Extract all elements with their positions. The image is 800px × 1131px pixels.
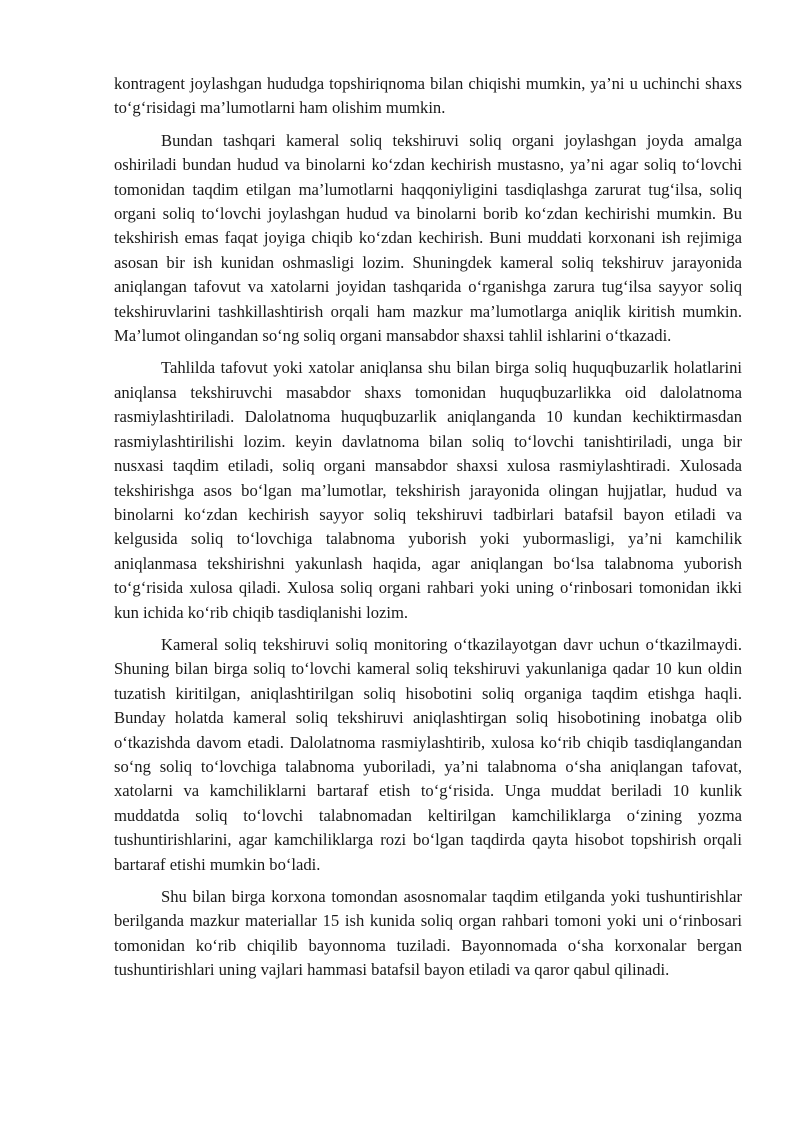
document-page (114, 72, 742, 991)
paragraph: Shu bilan birga korxona tomondan asosnomalar taqdim etilganda yoki tushuntirishlar berilganda mazkur materiallar 15 ish kunida soliq organ rahbari tomoni yoki uni o‘rinbosari tomonidan ko‘rib chiqilib bayonnoma tuziladi. Bayonnomada o‘sha korxonalar bergan tushuntirishlari uning vajlari hammasi batafsil bayon etiladi va qaror qabul qilinadi. (114, 887, 742, 980)
paragraph-continued: kontragent joylashgan hududga topshiriqnoma bilan chiqishi mumkin, ya’ni u uchinchi shaxs to‘g‘risidagi ma’lumotlarni ham olishim mumkin. (114, 74, 742, 118)
paragraph: Kameral soliq tekshiruvi soliq monitoring o‘tkazilayotgan davr uchun o‘tkazilmaydi. Shuning bilan birga soliq to‘lovchi kameral soliq tekshiruvi yakunlaniga qadar 10 kun oldin tuzatish kiritilgan, aniqlashtirilgan soliq hisobotini soliq organiga taqdim etishga haqli. Bunday holatda kameral soliq tekshiruvi aniqlashtirgan soliq hisobotining inobatga olib o‘tkazishda davom etadi. Dalolatnoma rasmiylashtirib, xulosa ko‘rib chiqib tasdiqlangandan so‘ng soliq to‘lovchiga talabnoma yuboriladi, ya’ni talabnoma o‘sha aniqlangan tafovat, xatolarni va kamchiliklarni bartaraf etish to‘g‘risida. Unga muddat beriladi 10 kunlik muddatda soliq to‘lovchi talabnomadan keltirilgan kamchiliklarga o‘zining yozma tushuntirishlarini, agar kamchiliklarga rozi bo‘lgan taqdirda qayta hisobot topshirish orqali bartaraf etishi mumkin bo‘ladi. (114, 634, 742, 874)
paragraph: Bundan tashqari kameral soliq tekshiruvi soliq organi joylashgan joyda amalga oshiriladi bundan hudud va binolarni ko‘zdan kechirish mustasno, ya’ni agar soliq to‘lovchi tomonidan taqdim etilgan ma’lumotlarni haqqoniyligini tasdiqlashga zarurat tug‘ilsa, soliq organi soliq to‘lovchi joylashgan hudud va binolarni borib ko‘zdan kechirishi mumkin. Bu tekshirish emas faqat joyiga chiqib ko‘zdan kechirish. Buni muddati korxonani ish rejimiga asosan bir ish kunidan oshmasligi lozim. Shuningdek kameral soliq tekshiruv jarayonida aniqlangan tafovut va xatolarni joyidan tashqarida o‘rganishga zarura tug‘ilsa sayyor soliq tekshiruvlarini tashkillashtirish orqali ham mazkur ma’lumotlarga aniqlik kiritish mumkin. Ma’lumot olingandan so‘ng soliq organi mansabdor shaxsi tahlil ishlarini o‘tkazadi. (114, 130, 742, 346)
paragraph: Tahlilda tafovut yoki xatolar aniqlansa shu bilan birga soliq huquqbuzarlik holatlarini aniqlansa tekshiruvchi masabdor shaxs tomonidan huquqbuzarlikka oid dalolatnoma rasmiylashtiriladi. Dalolatnoma huquqbuzarlik aniqlanganda 10 kundan kechiktirmasdan rasmiylashtirilishi lozim. keyin davlatnoma bilan soliq to‘lovchi tanishtiriladi, unga bir nusxasi taqdim etiladi, soliq organi mansabdor shaxsi xulosa rasmiylashtiradi. Xulosada tekshirishga asos bo‘lgan ma’lumotlar, tekshirish jarayonida olingan hujjatlar, hudud va binolarni ko‘zdan kechirish sayyor soliq tekshiruvi tadbirlari batafsil bayon etiladi va kelgusida soliq to‘lovchiga talabnoma yuborish yoki yubormasligi, ya’ni kamchilik aniqlanmasa tekshirishni yakunlash haqida, agar aniqlangan bo‘lsa talabnoma yuborish to‘g‘risida xulosa qiladi. Xulosa soliq organi rahbari yoki uning o‘rinbosari tomonidan ikki kun ichida ko‘rib chiqib tasdiqlanishi lozim. (114, 358, 742, 622)
